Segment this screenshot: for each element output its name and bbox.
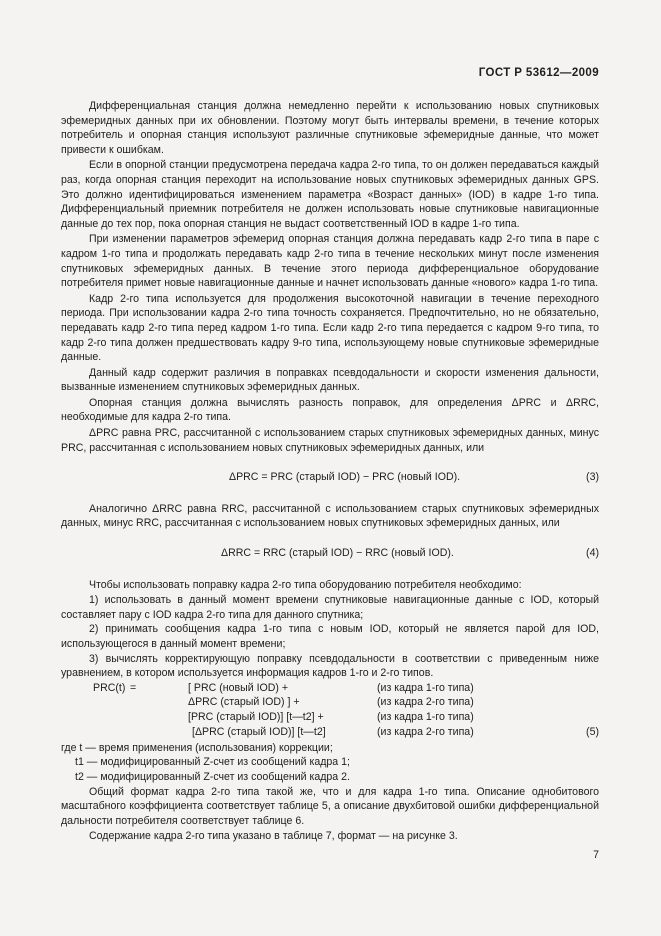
- page-number: 7: [593, 849, 599, 861]
- paragraph: При изменении параметров эфемерид опорная станция должна передавать кадр 2-го типа в паре с кадром 1-го типа и продолжать передавать кадр 2-го типа в течение нескольких минут после изменения спутниковых эфемеридных данных. В течение этого периода дифференциальное оборудование потребителя примет новые навигационные данные и начнет использовать данные «нового» кадра 1-го типа.: [61, 233, 599, 290]
- where-t-definition: t — время применения (использования) коррекции;: [79, 741, 333, 754]
- list-item: 2) принимать сообщения кадра 1-го типа с новым IOD, который не является парой для IOD, использующегося в данный момент времени;: [61, 623, 599, 650]
- formula-note: (из кадра 1-го типа): [377, 681, 474, 694]
- formula-note: (из кадра 1-го типа): [377, 710, 474, 723]
- where-intro: где: [61, 741, 77, 754]
- formula-line: [ΔPRC (старый IOD)] [t—t2]: [192, 725, 326, 738]
- formula-line: [ PRC (новый IOD) +: [188, 681, 289, 694]
- where-t1-definition: t1 — модифицированный Z-счет из сообщений кадра 1;: [75, 756, 350, 769]
- formula-5: [61, 681, 599, 741]
- formula-number: (4): [586, 547, 599, 560]
- paragraph: Аналогично ΔRRC равна RRC, рассчитанной с использованием старых спутниковых эфемеридных данных, минус RRC, рассчитанная с использованием новых спутниковых эфемеридных данных, или: [61, 502, 599, 530]
- list-item: 1) использовать в данный момент времени спутниковые навигационные данные с IOD, который составляет пару с IOD кадра 2-го типа для данного спутника;: [61, 594, 599, 621]
- paragraph: Общий формат кадра 2-го типа такой же, что и для кадра 1-го типа. Описание однобитового масштабного коэффициента соответствует таблице 5, а описание двухбитовой ошибки дифференциальной дальности потребителя соответствует таблице 6.: [61, 785, 599, 827]
- paragraph: Кадр 2-го типа используется для продолжения высокоточной навигации в течение переходного периода. При использовании кадра 2-го типа точность сохраняется. Предпочтительно, но не обязательно, передавать кадр 2-го типа перед кадром 1-го типа. Если кадр 2-го типа передается с кадром 9-го типа, то кадр 2-го типа должен предшествовать кадру 9-го типа, использующему новые спутниковые эфемеридные данные.: [61, 292, 599, 364]
- formula-line: [PRC (старый IOD)] [t—t2] +: [188, 710, 324, 723]
- formula-expression: ΔPRC = PRC (старый IOD) − PRC (новый IOD).: [229, 471, 461, 484]
- formula-number: (3): [586, 471, 599, 484]
- paragraph: ΔPRC равна PRC, рассчитанной с использованием старых спутниковых эфемеридных данных, минус PRC, рассчитанная с использованием новых спутниковых эфемеридных данных, или: [61, 427, 599, 454]
- formula-note: (из кадра 2-го типа): [377, 725, 474, 738]
- where-line: [61, 741, 599, 756]
- formula-line: ΔPRC (старый IOD) ] +: [188, 696, 300, 709]
- page-header: ГОСТ Р 53612—2009: [478, 67, 599, 79]
- page-content: [61, 99, 599, 845]
- formula-equals: =: [130, 681, 137, 694]
- list-item: 3) вычислять корректирующую поправку псевдодальности в соответствии с приведенным ниже уравнением, в котором используется информация кадров 1-го и 2-го типов.: [61, 652, 599, 680]
- paragraph: Данный кадр содержит различия в поправках псевдодальности и скорости изменения дальности, вызванные изменением спутниковых эфемеридных данных.: [61, 366, 599, 394]
- paragraph: Чтобы использовать поправку кадра 2-го типа оборудованию потребителя необходимо:: [89, 578, 522, 591]
- paragraph: Если в опорной станции предусмотрена передача кадра 2-го типа, то он должен передаваться каждый раз, когда опорная станция переходит на использование новых спутниковых эфемеридных данных GPS. Это должно идентифицироваться изменением параметра «Возраст данных» (IOD) в кадре 1-го типа. Дифференциальный приемник потребителя не должен использовать новые спутниковые навигационные данные до тех пор, пока опорная станция не выдаст соответственный IOD в кадре 1-го типа.: [61, 159, 599, 230]
- paragraph: Дифференциальная станция должна немедленно перейти к использованию новых спутниковых эфемеридных данных при их обновлении. Поэтому могут быть интервалы времени, в течение которых потребитель и опорная станция используют различные спутниковые эфемеридные данные, что может привести к ошибкам.: [61, 100, 599, 156]
- formula-3: [61, 470, 599, 485]
- paragraph: Опорная станция должна вычислять разность поправок, для определения ΔPRC и ΔRRC, необходимые для кадра 2-го типа.: [61, 396, 599, 424]
- formula-lhs: PRC(t): [93, 681, 126, 694]
- where-t2-definition: t2 — модифицированный Z-счет из сообщений кадра 2.: [75, 770, 350, 783]
- paragraph: Содержание кадра 2-го типа указано в таблице 7, формат — на рисунке 3.: [89, 830, 458, 843]
- formula-number: (5): [586, 725, 599, 738]
- formula-expression: ΔRRC = RRC (старый IOD) − RRC (новый IOD).: [221, 547, 454, 560]
- formula-4: [61, 546, 599, 561]
- formula-note: (из кадра 2-го типа): [377, 696, 474, 709]
